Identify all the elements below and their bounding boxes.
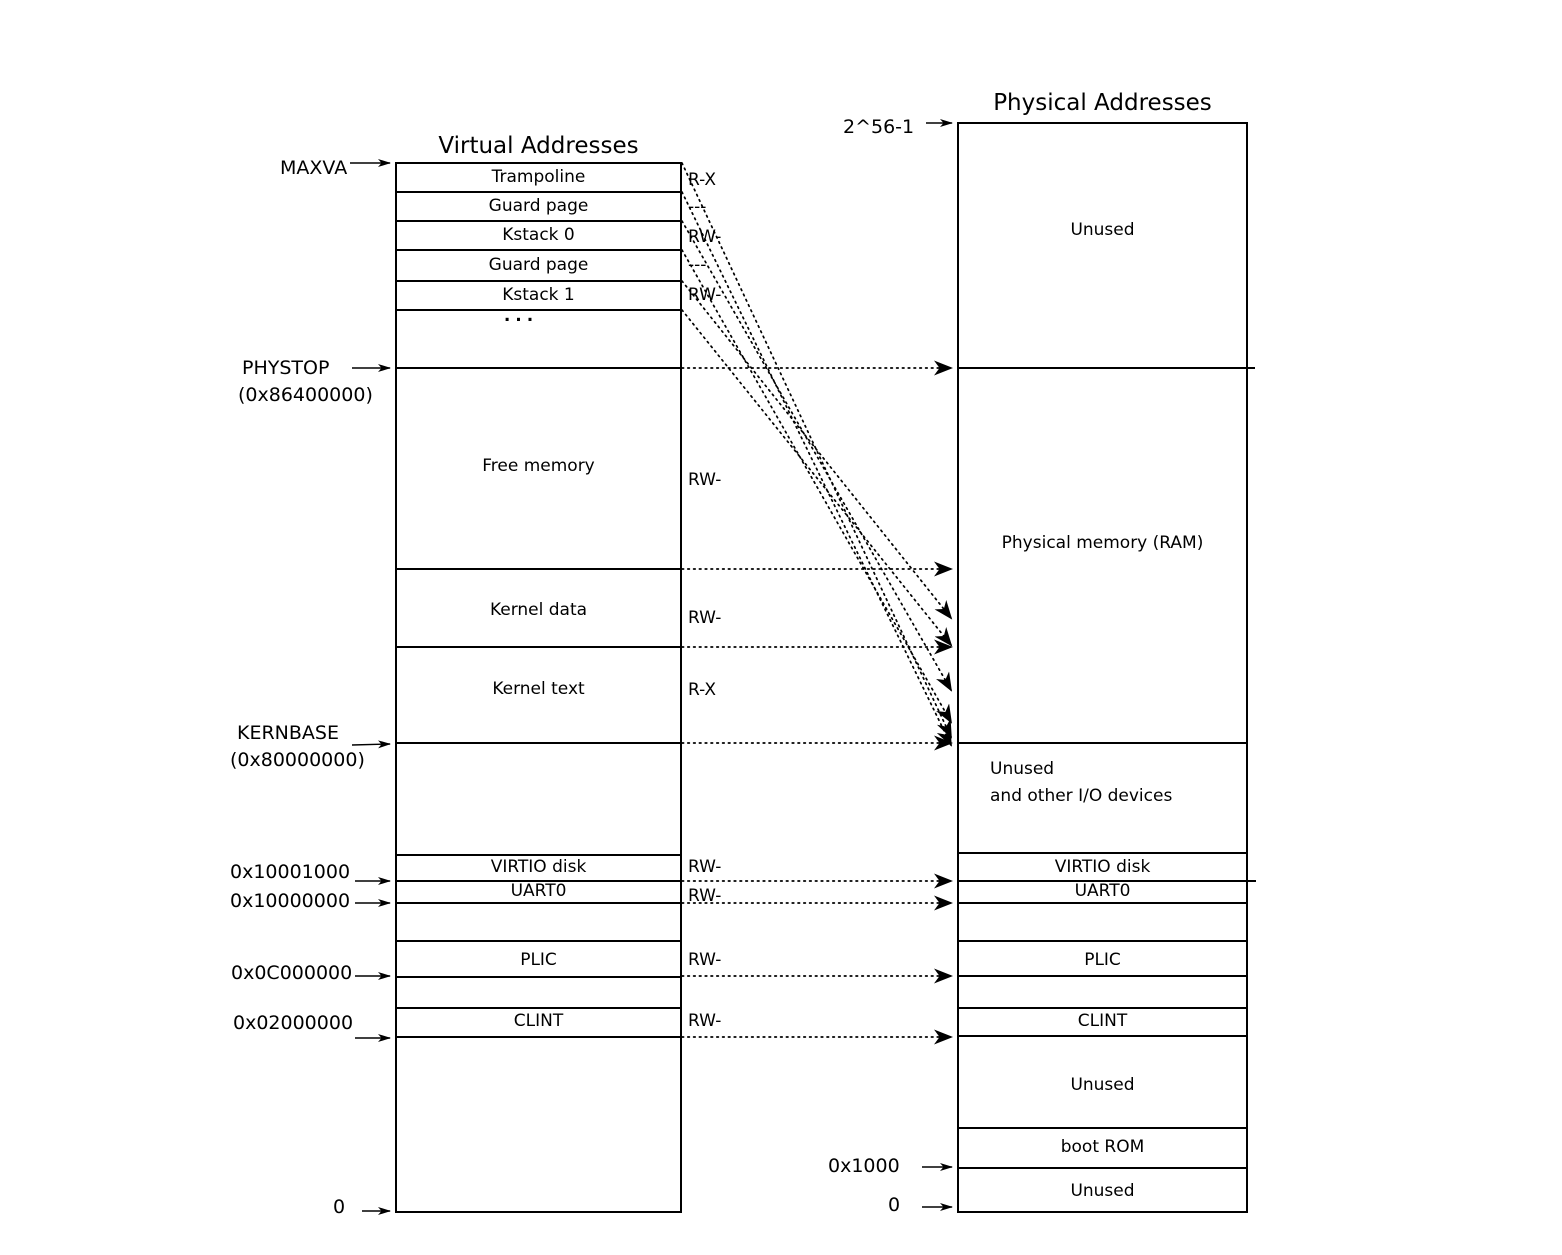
- label-clint-addr: 0x02000000: [233, 1012, 354, 1034]
- perm-kernel-data: RW-: [688, 608, 722, 628]
- virtual-addresses-title: Virtual Addresses: [438, 133, 639, 159]
- label-phystop: PHYSTOP: [242, 357, 330, 379]
- region-va-uart: UART0: [510, 881, 567, 901]
- perm-free-memory: RW-: [688, 470, 722, 490]
- region-pa-uart: UART0: [1074, 881, 1131, 901]
- perm-virtio: RW-: [688, 857, 722, 877]
- physical-addresses-title: Physical Addresses: [993, 90, 1212, 116]
- region-pa-ram: Physical memory (RAM): [1001, 533, 1204, 553]
- region-trampoline: Trampoline: [491, 167, 586, 187]
- region-va-virtio: VIRTIO disk: [490, 857, 587, 877]
- label-maxva: MAXVA: [280, 157, 348, 179]
- kernel-page-mapping-arrows: [682, 163, 951, 745]
- label-pa-top: 2^56-1: [843, 116, 915, 138]
- region-va-plic: PLIC: [520, 950, 557, 970]
- region-pa-unused-io-line1: Unused: [990, 759, 1055, 779]
- region-pa-boot-rom: boot ROM: [1060, 1137, 1145, 1157]
- region-va-clint: CLINT: [513, 1011, 564, 1031]
- label-pa-zero: 0: [888, 1194, 901, 1216]
- perm-uart: RW-: [688, 886, 722, 906]
- label-va-zero: 0: [333, 1196, 346, 1218]
- perm-guard-b: ---: [688, 255, 707, 275]
- region-pa-unused-mid: Unused: [1070, 1075, 1135, 1095]
- label-kernbase: KERNBASE: [237, 722, 339, 744]
- perm-trampoline: R-X: [688, 170, 717, 190]
- perm-kstack0: RW-: [688, 227, 722, 247]
- region-kstack0: Kstack 0: [502, 225, 575, 245]
- perm-plic: RW-: [688, 950, 722, 970]
- label-kernbase-hex: (0x80000000): [230, 749, 365, 771]
- region-guard-page-a: Guard page: [488, 196, 589, 216]
- region-kernel-text: Kernel text: [492, 679, 585, 699]
- region-pa-unused-bottom: Unused: [1070, 1181, 1135, 1201]
- label-uart-addr: 0x10000000: [230, 890, 351, 912]
- region-kstack1: Kstack 1: [502, 285, 575, 305]
- region-free-memory: Free memory: [482, 456, 595, 476]
- region-guard-page-b: Guard page: [488, 255, 589, 275]
- label-virtio-addr: 0x10001000: [230, 861, 351, 883]
- label-pa-0x1000: 0x1000: [828, 1155, 900, 1177]
- perm-guard-a: ---: [688, 197, 707, 217]
- perm-clint: RW-: [688, 1011, 722, 1031]
- label-phystop-hex: (0x86400000): [238, 384, 373, 406]
- perm-kstack1: RW-: [688, 285, 722, 305]
- physical-box-outline: [958, 123, 1256, 1212]
- perm-kernel-text: R-X: [688, 680, 717, 700]
- region-kernel-data: Kernel data: [489, 600, 588, 620]
- region-pa-plic: PLIC: [1084, 950, 1121, 970]
- label-plic-addr: 0x0C000000: [231, 962, 353, 984]
- region-pa-virtio: VIRTIO disk: [1054, 857, 1151, 877]
- region-pa-unused-top: Unused: [1070, 220, 1135, 240]
- region-pa-clint: CLINT: [1077, 1011, 1128, 1031]
- region-pa-unused-io-line2: and other I/O devices: [990, 786, 1173, 806]
- kstack-ellipsis: ...: [503, 306, 539, 326]
